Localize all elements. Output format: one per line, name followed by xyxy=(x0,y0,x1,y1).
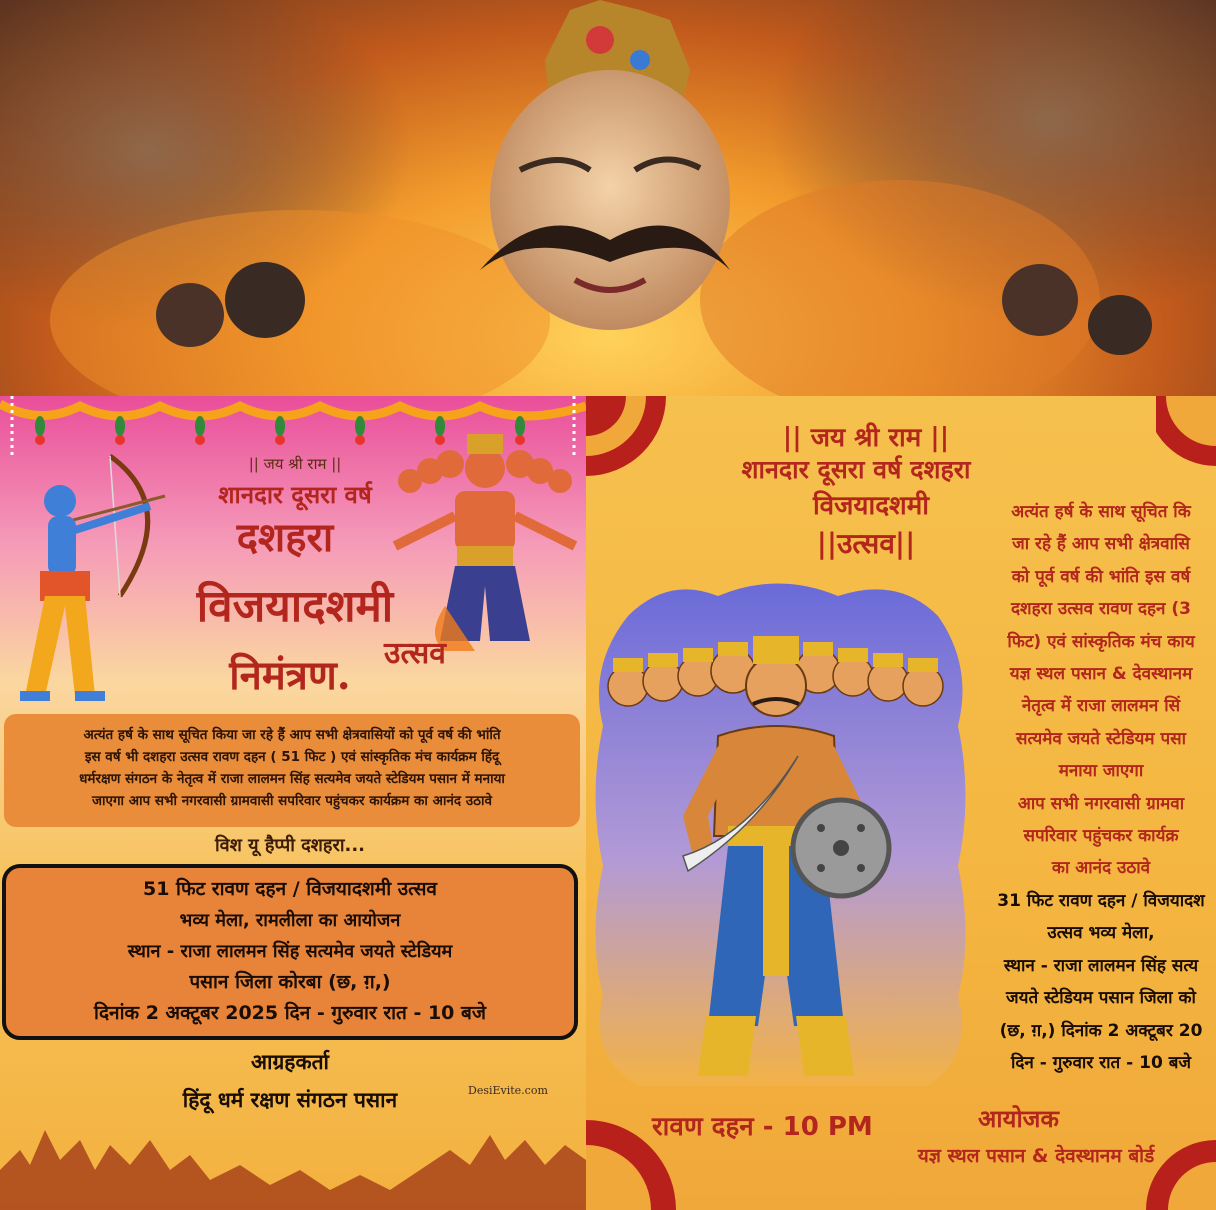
watermark-text: DesiEvite.com xyxy=(468,1084,548,1097)
description-line: जाएगा आप सभी नगरवासी ग्रामवासी सपरिवार पहुंचकर कार्यक्रम का आनंद उठावे xyxy=(91,793,493,809)
description-line: इस वर्ष भी दशहरा उत्सव रावण दहन ( 51 फिट ) एवं सांस्कृतिक मंच कार्यक्रम हिंदू xyxy=(84,749,500,765)
organiser-label: आयोजक xyxy=(978,1105,1059,1133)
event-detail-line: 51 फिट रावण दहन / विजयादशमी उत्सव xyxy=(142,878,437,900)
battle-silhouette-decoration xyxy=(0,1110,586,1210)
organiser-name: यज्ञ स्थल पसान & देवस्थानम बोर्ड xyxy=(917,1145,1155,1167)
vijayadashami-heading: विजयादशमी xyxy=(196,581,394,632)
body-line: जा रहे हैं आप सभी क्षेत्रवासि xyxy=(1012,534,1190,555)
detail-line: (छ, ग़,) दिनांक 2 अक्टूबर 20 xyxy=(999,1020,1203,1041)
ravan-dahan-time: रावण दहन - 10 PM xyxy=(652,1112,873,1142)
body-line: नेतृत्व में राजा लालमन सिं xyxy=(1021,696,1181,717)
shandar-second-year-heading: शानदार दूसरा वर्ष xyxy=(218,480,372,509)
utsav-heading: ||उत्सव|| xyxy=(816,527,916,560)
event-detail-line: पसान जिला कोरबा (छ, ग़,) xyxy=(189,971,391,993)
body-line: यज्ञ स्थल पसान & देवस्थानम xyxy=(1009,664,1193,685)
event-detail-line: दिनांक 2 अक्टूबर 2025 दिन - गुरुवार रात - 10 बजे xyxy=(94,1002,486,1024)
vijayadashami-heading: विजयादशमी xyxy=(812,491,930,521)
body-line: दशहरा उत्सव रावण दहन (3 xyxy=(1011,599,1191,620)
event-detail-line: भव्य मेला, रामलीला का आयोजन xyxy=(179,910,401,931)
body-line: सपरिवार पहुंचकर कार्यक्र xyxy=(1023,826,1179,847)
utsav-heading: उत्सव xyxy=(384,636,446,671)
hero-photo xyxy=(0,0,1216,396)
event-details-box xyxy=(2,864,578,1040)
right-invitation-card xyxy=(586,396,1216,1210)
detail-line: उत्सव भव्य मेला, xyxy=(1047,923,1155,944)
body-line: मनाया जाएगा xyxy=(1058,761,1144,782)
jai-shri-ram-heading: || जय श्री राम || xyxy=(248,455,342,473)
jai-shri-ram-heading: || जय श्री राम || xyxy=(782,423,950,453)
happy-dussehra-wish: विश यू हैप्पी दशहरा... xyxy=(214,835,366,856)
organiser-label: आग्रहकर्ता xyxy=(251,1050,329,1074)
body-line: का आनंद उठावे xyxy=(1051,858,1151,879)
ravan-warrior-illustration xyxy=(588,576,973,1096)
nimantran-heading: निमंत्रण. xyxy=(229,652,351,699)
shandar-second-year-heading: शानदार दूसरा वर्ष दशहरा xyxy=(741,455,971,484)
description-line: धर्मरक्षण संगठन के नेतृत्व में राजा लालमन सिंह सत्यमेव जयते स्टेडियम पसान में मनाया xyxy=(79,771,505,787)
body-line: को पूर्व वर्ष की भांति इस वर्ष xyxy=(1011,566,1191,587)
body-line: आप सभी नगरवासी ग्रामवा xyxy=(1017,793,1185,814)
detail-line: 31 फिट रावण दहन / विजयादश xyxy=(997,890,1205,911)
mandala-corner-decoration xyxy=(586,396,676,496)
body-line: अत्यंत हर्ष के साथ सूचित कि xyxy=(1011,502,1191,522)
organiser-name: हिंदू धर्म रक्षण संगठन पसान xyxy=(182,1088,398,1112)
invitation-body-text xyxy=(976,496,1216,1079)
detail-line: दिन - गुरुवार रात - 10 बजे xyxy=(1010,1052,1192,1073)
lord-ram-archer-illustration xyxy=(10,446,180,716)
detail-line: जयते स्टेडियम पसान जिला को xyxy=(1006,988,1196,1009)
detail-line: स्थान - राजा लालमन सिंह सत्य xyxy=(1003,955,1199,976)
ravan-effigy-fire-image xyxy=(0,0,1216,396)
mandala-corner-decoration xyxy=(1156,396,1216,486)
event-detail-line: स्थान - राजा लालमन सिंह सत्यमेव जयते स्टेडियम xyxy=(127,941,453,962)
invitation-description-box xyxy=(4,714,580,827)
body-line: सत्यमेव जयते स्टेडियम पसा xyxy=(1015,728,1187,749)
dussehra-heading: दशहरा xyxy=(236,514,334,561)
body-line: फिट) एवं सांस्कृतिक मंच काय xyxy=(1007,631,1195,652)
left-invitation-card xyxy=(0,396,586,1210)
description-line: अत्यंत हर्ष के साथ सूचित किया जा रहे हैं आप सभी क्षेत्रवासियों को पूर्व वर्ष की भांति xyxy=(83,727,501,743)
